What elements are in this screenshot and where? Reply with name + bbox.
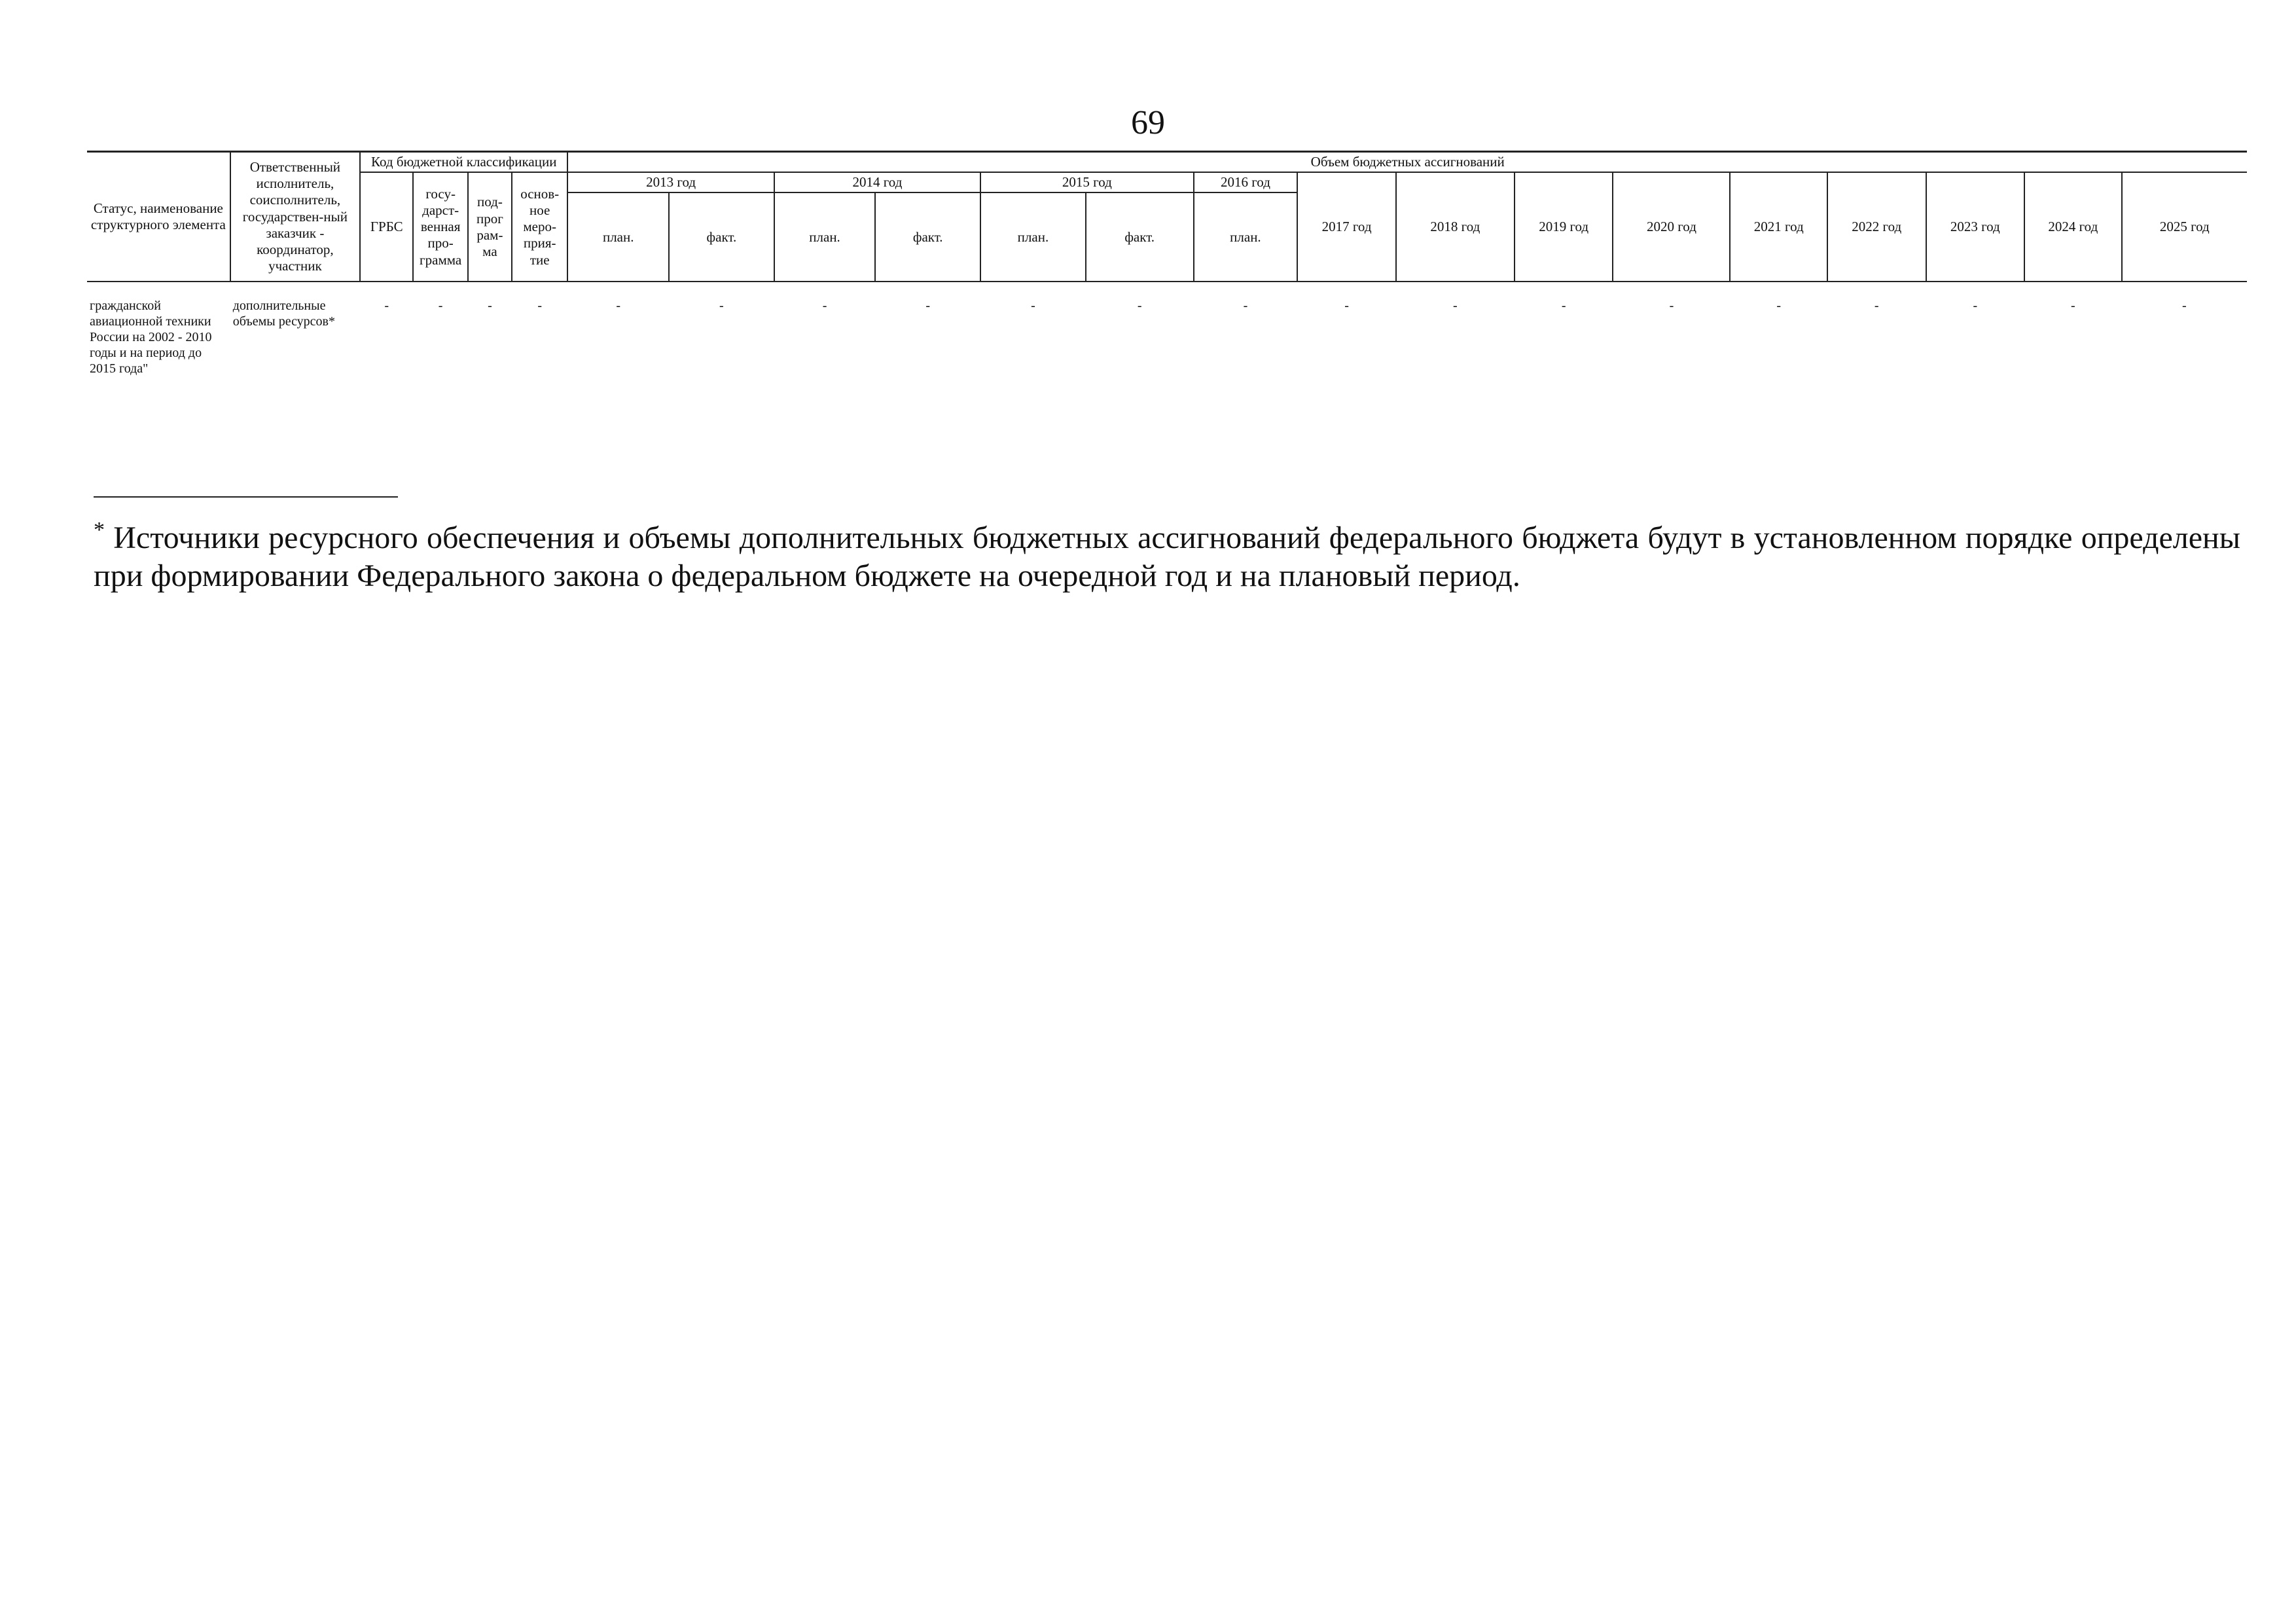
row-cell-2023: - — [1973, 299, 1978, 314]
header-year-2019: 2019 год — [1515, 172, 1613, 282]
header-status: Статус, наименование структурного элемента — [87, 152, 230, 282]
header-2015-plan: план. — [980, 192, 1086, 282]
header-year-2014: 2014 год — [774, 172, 980, 192]
row-cell-2021: - — [1776, 299, 1782, 314]
header-year-2018: 2018 год — [1396, 172, 1515, 282]
budget-table — [87, 151, 2247, 376]
header-year-2022: 2022 год — [1827, 172, 1926, 282]
header-year-2015: 2015 год — [980, 172, 1194, 192]
footnote — [94, 517, 2240, 594]
header-2014-fact: факт. — [875, 192, 980, 282]
header-main-event: основ-ное меро-прия-тие — [512, 172, 567, 282]
row-cell-2015-plan: - — [1031, 299, 1035, 314]
row-cell-2018: - — [1453, 299, 1458, 314]
footnote-divider — [94, 496, 398, 498]
row-cell-main-event: - — [537, 299, 543, 314]
budget-table-wrapper — [87, 151, 2247, 376]
header-subprogram: под-прог рам-ма — [468, 172, 512, 282]
header-2013-fact: факт. — [669, 192, 774, 282]
row-cell-2019: - — [1561, 299, 1566, 314]
row-cell-2015-fact: - — [1137, 299, 1142, 314]
header-2015-fact: факт. — [1086, 192, 1194, 282]
footnote-text: Источники ресурсного обеспечения и объемы дополнительных бюджетных ассигнований федерального бюджета будут в установленном порядке определены при формировании Федерального закона о федеральном бюджете на очередной год и на плановый период. — [94, 520, 2240, 593]
page-number: 69 — [1131, 104, 1165, 141]
header-2013-plan: план. — [567, 192, 669, 282]
row-cell-2020: - — [1669, 299, 1674, 314]
row-cell-2014-plan: - — [822, 299, 827, 314]
header-volume-group: Объем бюджетных ассигнований — [567, 152, 2247, 173]
footnote-marker: * — [94, 518, 105, 542]
header-grbs: ГРБС — [360, 172, 413, 282]
row-cell-grbs: - — [384, 299, 389, 314]
header-2016-plan: план. — [1194, 192, 1298, 282]
header-year-2023: 2023 год — [1926, 172, 2025, 282]
row-cell-2025: - — [2181, 299, 2187, 314]
header-responsible: Ответственный исполнитель, соисполнитель, государствен-ный заказчик - координатор, участник — [230, 152, 360, 282]
row-cell-2014-fact: - — [925, 299, 931, 314]
header-year-2025: 2025 год — [2122, 172, 2247, 282]
row-cell-2013-fact: - — [719, 299, 724, 314]
header-year-2016: 2016 год — [1194, 172, 1298, 192]
header-year-2013: 2013 год — [567, 172, 774, 192]
header-state-program: госу-дарст-венная про-грамма — [413, 172, 467, 282]
header-2014-plan: план. — [774, 192, 876, 282]
row-cell-2024: - — [2070, 299, 2075, 314]
header-year-2021: 2021 год — [1730, 172, 1827, 282]
header-year-2017: 2017 год — [1297, 172, 1396, 282]
header-year-2020: 2020 год — [1613, 172, 1730, 282]
row-cell-2017: - — [1344, 299, 1349, 314]
header-year-2024: 2024 год — [2024, 172, 2122, 282]
row-responsible: дополнительные объемы ресурсов* — [232, 299, 336, 329]
row-cell-2013-plan: - — [616, 299, 621, 314]
row-cell-2016-plan: - — [1243, 299, 1248, 314]
row-cell-subprogram: - — [488, 299, 492, 314]
table-row — [87, 282, 2247, 376]
row-cell-state-program: - — [438, 299, 443, 314]
row-cell-2022: - — [1874, 299, 1879, 314]
row-status: гражданской авиационной техники России на 2002 - 2010 годы и на период до 2015 года" — [90, 299, 212, 376]
header-code-group: Код бюджетной классификации — [360, 152, 567, 173]
